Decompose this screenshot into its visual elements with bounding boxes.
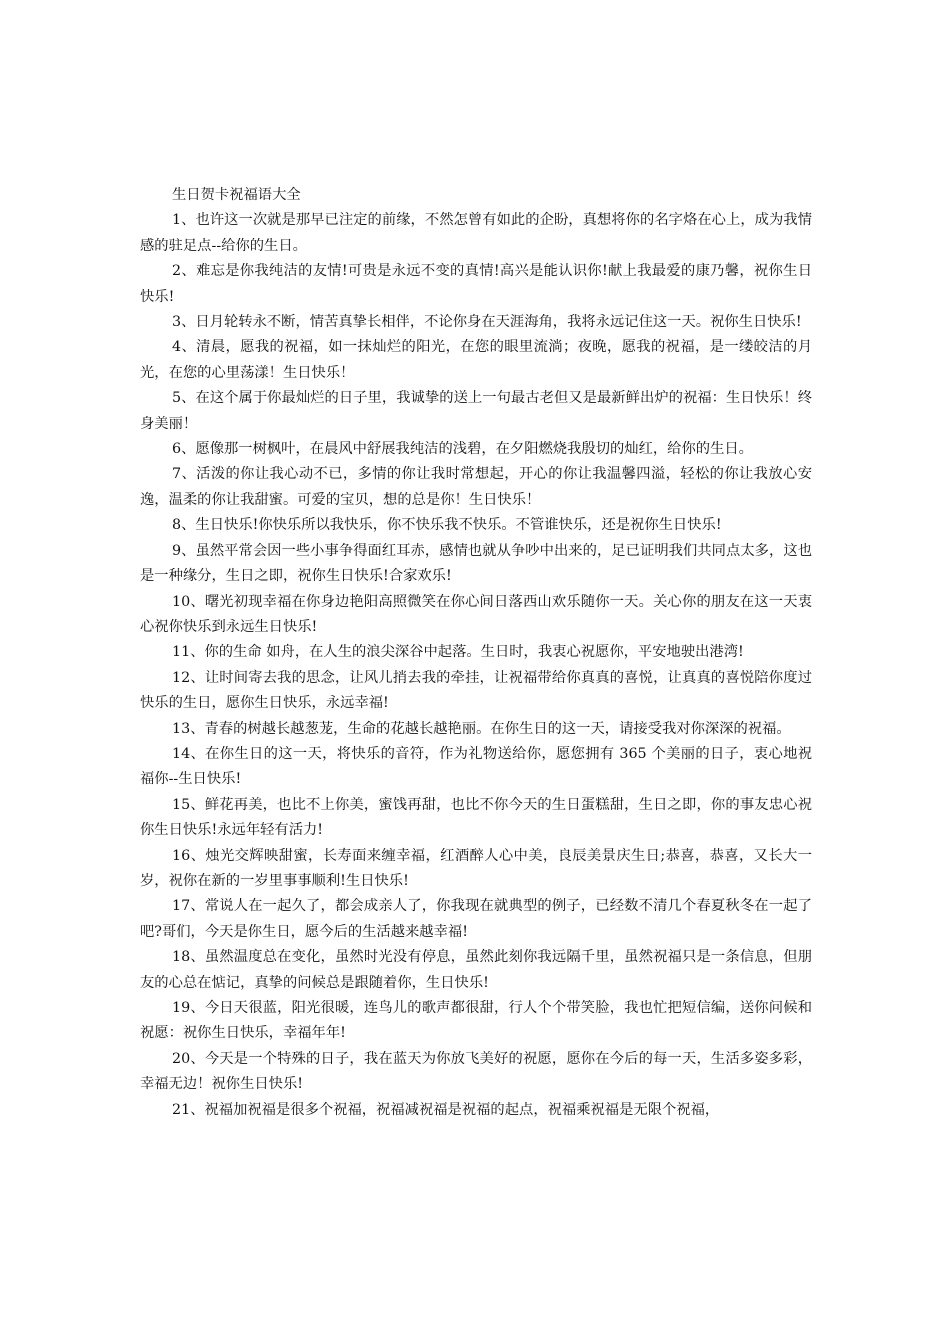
paragraph-17: 17、常说人在一起久了，都会成亲人了，你我现在就典型的例子，已经数不清几个春夏秋冬在一起了吧?哥们，今天是你生日，愿今后的生活越来越幸福!: [140, 898, 812, 940]
paragraph-16: 16、烛光交辉映甜蜜，长寿面来缠幸福，红酒醉人心中美，良辰美景庆生日;恭喜，恭喜，又长大一岁，祝你在新的一岁里事事顺利!生日快乐!: [140, 847, 812, 889]
paragraph-11: 11、你的生命 如舟，在人生的浪尖深谷中起落。生日时，我衷心祝愿你，平安地驶出港湾!: [172, 644, 744, 661]
paragraph-7: 7、活泼的你让我心动不已，多情的你让我时常想起，开心的你让我温馨四溢，轻松的你让我放心安逸，温柔的你让我甜蜜。可爱的宝贝，想的总是你！生日快乐！: [140, 466, 812, 508]
document-page: [140, 183, 812, 1123]
paragraph-5: 5、在这个属于你最灿烂的日子里，我诚挚的送上一句最古老但又是最新鲜出炉的祝福：生日快乐！终身美丽！: [140, 390, 812, 432]
paragraph-6: 6、愿像那一树枫叶，在晨风中舒展我纯洁的浅碧，在夕阳燃烧我殷切的灿红，给你的生日。: [172, 441, 753, 458]
paragraph-1: 1、也许这一次就是那早已注定的前缘，不然怎曾有如此的企盼，真想将你的名字烙在心上，成为我情感的驻足点--给你的生日。: [140, 212, 812, 254]
paragraph-2: 2、难忘是你我纯洁的友情!可贵是永远不变的真情!高兴是能认识你!献上我最爱的康乃馨，祝你生日快乐!: [140, 263, 812, 305]
paragraph-20: 20、今天是一个特殊的日子，我在蓝天为你放飞美好的祝愿，愿你在今后的每一天，生活多姿多彩，幸福无边！祝你生日快乐!: [140, 1050, 812, 1093]
paragraph-13: 13、青春的树越长越葱茏，生命的花越长越艳丽。在你生日的这一天，请接受我对你深深的祝福。: [172, 720, 791, 737]
paragraph-19: 19、今日天很蓝，阳光很暖，连鸟儿的歌声都很甜，行人个个带笑脸，我也忙把短信编，送你问候和祝愿：祝你生日快乐，幸福年年!: [140, 1000, 812, 1042]
paragraph-list: [140, 208, 812, 1123]
paragraph-8: 8、生日快乐!你快乐所以我快乐，你不快乐我不快乐。不管谁快乐，还是祝你生日快乐!: [172, 517, 722, 534]
paragraph-14: 14、在你生日的这一天，将快乐的音符，作为礼物送给你，愿您拥有 365 个美丽的日子，衷心地祝福你--生日快乐!: [140, 745, 812, 788]
paragraph-12: 12、让时间寄去我的思念，让风儿捎去我的牵挂，让祝福带给你真真的喜悦，让真真的喜悦陪你度过快乐的生日，愿你生日快乐，永远幸福!: [140, 669, 812, 712]
document-title: 生日贺卡祝福语大全: [172, 187, 301, 203]
paragraph-4: 4、清晨，愿我的祝福，如一抹灿烂的阳光，在您的眼里流淌；夜晚，愿我的祝福，是一缕皎洁的月光，在您的心里荡漾！生日快乐！: [140, 339, 812, 381]
paragraph-10: 10、曙光初现幸福在你身边艳阳高照微笑在你心间日落西山欢乐随你一天。关心你的朋友在这一天衷心祝你快乐到永远生日快乐!: [140, 593, 812, 635]
paragraph-3: 3、日月轮转永不断，情苦真挚长相伴，不论你身在天涯海角，我将永远记住这一天。祝你生日快乐!: [172, 314, 802, 331]
paragraph-9: 9、虽然平常会因一些小事争得面红耳赤，感情也就从争吵中出来的，足已证明我们共同点太多，这也是一种缘分，生日之即，祝你生日快乐!合家欢乐!: [140, 542, 812, 585]
paragraph-18: 18、虽然温度总在变化，虽然时光没有停息，虽然此刻你我远隔千里，虽然祝福只是一条信息，但朋友的心总在惦记，真挚的问候总是跟随着你，生日快乐!: [140, 949, 812, 991]
paragraph-15: 15、鲜花再美，也比不上你美，蜜饯再甜，也比不你今天的生日蛋糕甜，生日之即，你的事友忠心祝你生日快乐!永远年轻有活力!: [140, 796, 812, 839]
paragraph-21: 21、祝福加祝福是很多个祝福，祝福减祝福是祝福的起点，祝福乘祝福是无限个祝福，: [172, 1101, 720, 1118]
